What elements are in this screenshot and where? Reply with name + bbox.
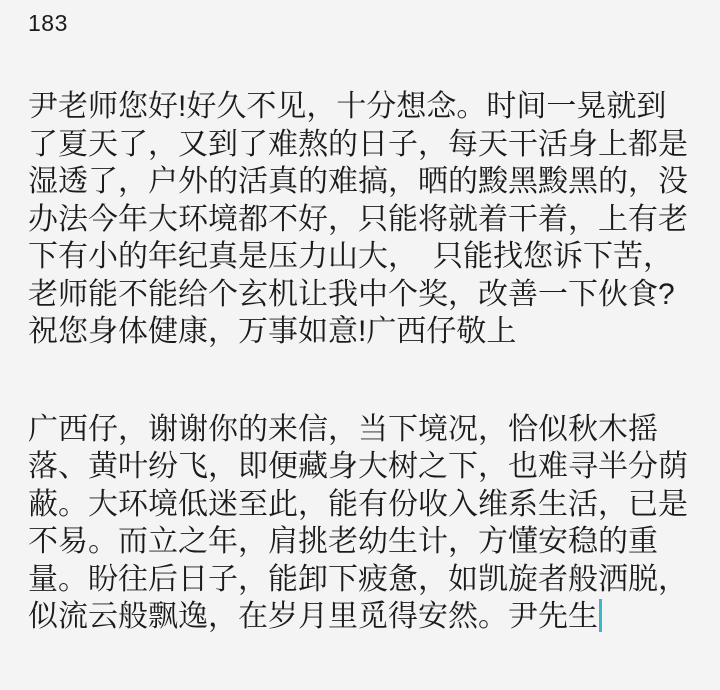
letter-paragraph [28, 88, 692, 351]
letter-line: 下有小的年纪真是压力山大， 只能找您诉下苦， [28, 240, 673, 273]
page-number: 183 [28, 10, 68, 36]
letter-line: 湿透了，户外的活真的难搞，晒的黢黑黢黑的，没 [28, 165, 688, 198]
letter-line: 了夏天了，又到了难熬的日子，每天干活身上都是 [28, 127, 688, 161]
reply-line: 不易。而立之年，肩挑老幼生计，方懂安稳的重 [28, 525, 658, 558]
text-cursor [599, 599, 602, 632]
reply-line: 落、黄叶纷飞，即便藏身大树之下，也难寻半分荫 [28, 450, 688, 483]
reply-line-text: 似流云般飘逸，在岁月里觅得安然。尹先生 [28, 600, 598, 633]
letter-line: 老师能不能给个玄机让我中个奖，改善一下伙食? [28, 277, 675, 311]
letter-line: 办法今年大环境都不好，只能将就着干着，上有老 [28, 202, 688, 236]
reply-line: 广西仔，谢谢你的来信，当下境况，恰似秋木摇 [28, 412, 658, 446]
text-editor[interactable] [28, 88, 692, 636]
reply-line-last [28, 598, 692, 636]
reply-paragraph [28, 411, 692, 636]
reply-line: 蔽。大环境低迷至此，能有份收入维系生活，已是 [28, 487, 688, 521]
letter-line: 祝您身体健康，万事如意!广西仔敬上 [28, 315, 517, 348]
letter-line: 尹老师您好!好久不见，十分想念。时间一晃就到 [28, 90, 667, 123]
reply-line: 量。盼往后日子，能卸下疲惫，如凯旋者般洒脱， [28, 562, 688, 596]
